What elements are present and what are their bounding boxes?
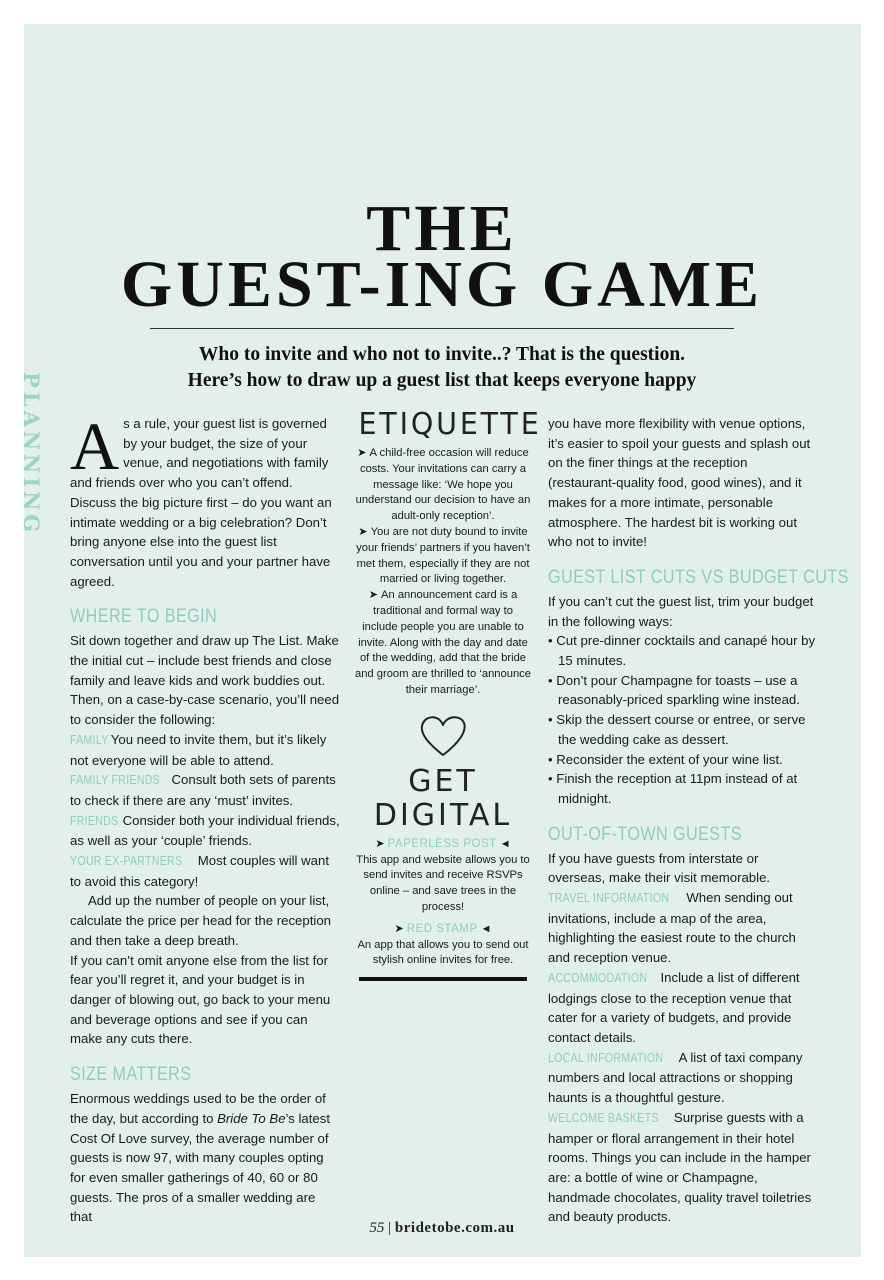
- etiquette-tip-3-text: An announcement card is a traditional and formal way to include people you are unable to invite. Along with the day and date of the wedding, add that the bride and groom are thrilled to ‘announce their marriage’.: [354, 589, 531, 696]
- arrow-left-icon: ◄: [496, 837, 511, 850]
- accommodation-keyword: ACCOMMODATION: [548, 970, 648, 985]
- red-stamp-text: An app that allows you to send out stylish online invites for free.: [357, 938, 529, 967]
- local-info-text: A list of taxi company numbers and local attractions or shopping haunts is a thoughtful gesture.: [548, 1049, 803, 1106]
- local-info-keyword: LOCAL INFORMATION: [548, 1050, 664, 1065]
- accommodation-item: [548, 968, 818, 1048]
- heading-size-matters: SIZE MATTERS: [70, 1064, 192, 1086]
- travel-info-item: [548, 888, 818, 968]
- standfirst-line-2: Here’s how to draw up a guest list that keeps everyone happy: [187, 370, 697, 391]
- ex-partners-text: Most couples will want to avoid this category!: [70, 853, 329, 889]
- welcome-baskets-keyword: WELCOME BASKETS: [548, 1110, 659, 1125]
- get-digital-heading: [354, 765, 532, 833]
- footer-website[interactable]: bridetobe.com.au: [394, 1220, 515, 1236]
- local-info-item: [548, 1048, 818, 1108]
- heart-icon: [417, 713, 469, 759]
- list-item-text: Finish the reception at 11pm instead of at midnight.: [556, 771, 798, 806]
- page-footer: [0, 1220, 884, 1237]
- sidebar-bottom-rule: [359, 977, 527, 981]
- friends-item: [70, 811, 340, 851]
- list-item-text: Cut pre-dinner cocktails and canapé hour by 15 minutes.: [556, 633, 816, 669]
- family-friends-item: [70, 770, 340, 810]
- heading-guest-list-cuts: GUEST LIST CUTS VS BUDGET CUTS: [548, 566, 849, 588]
- heading-out-of-town: OUT-OF-TOWN GUESTS: [548, 823, 742, 845]
- standfirst: [0, 342, 884, 394]
- magazine-name: Bride To Be: [217, 1110, 286, 1126]
- family-text: You need to invite them, but it’s likely not everyone will be able to attend.: [70, 731, 327, 768]
- heading-where-to-begin: WHERE TO BEGIN: [70, 606, 218, 628]
- family-friends-keyword: FAMILY FRIENDS: [70, 773, 160, 788]
- list-item-text: Reconsider the extent of your wine list.: [556, 751, 783, 767]
- etiquette-tip-2-text: You are not duty bound to invite your friends’ partners if you haven’t met them, especially if they are not married or living together.: [356, 525, 530, 586]
- continuation-paragraph: you have more flexibility with venue options, it’s easier to spoil your guests and splash out on the finer things at the reception (restaurant-quality food, good wines), and it makes for a more intimate, personable atmosphere. The hardest bit is working out who not to invite!: [548, 416, 811, 550]
- etiquette-tip-3: [354, 588, 532, 699]
- omit-paragraph: If you can’t omit anyone else from the list for fear you’ll regret it, and your budget is in danger of blowing out, go back to your menu and beverage options and see if you can make any cuts there.: [70, 952, 331, 1047]
- family-friends-text: Consult both sets of parents to check if there are any ‘must’ invites.: [70, 772, 336, 808]
- arrow-left-icon: ◄: [477, 922, 492, 935]
- etiquette-tip-2: [354, 525, 532, 588]
- standfirst-line-1: Who to invite and who not to invite..? That is the question.: [198, 344, 686, 365]
- etiquette-tip-1-text: A child-free occasion will reduce costs. Your invitations can carry a message like: ‘We hope you understand our decision to have an adult-only reception’.: [355, 447, 531, 523]
- travel-info-text: When sending out invitations, include a map of the area, highlighting the easiest route to the church and reception venue.: [548, 890, 796, 966]
- size-text-a: Enormous weddings used to be the order of the day, but according to: [70, 1091, 326, 1126]
- welcome-baskets-text: Surprise guests with a hamper or floral arrangement in their hotel rooms. Things you can include in the hamper are: a bottle of wine or Champagne, handmade chocolates, quality travel toiletries and beauty products.: [548, 1109, 812, 1225]
- size-text-b: ’s latest Cost Of Love survey, the average number of guests is now 97, with many couples opting for even smaller gatherings of 40, 60 or 80 guests. The pros of a smaller wedding are that: [70, 1110, 331, 1225]
- list-item: • Reconsider the extent of your wine list.: [548, 751, 783, 767]
- footer-separator: |: [388, 1220, 392, 1236]
- column-left: [70, 408, 340, 1227]
- column-right: [548, 414, 849, 1227]
- out-of-town-intro: If you have guests from interstate or overseas, make their visit memorable.: [548, 850, 771, 886]
- where-body: Sit down together and draw up The List. Make the initial cut – include best friends and close family and leave kids and work buddies out. Then, on a case-by-case scenario, you’ll need to consider the following:: [70, 633, 340, 728]
- etiquette-tip-1: [354, 446, 532, 525]
- section-label: PLANNING: [19, 372, 44, 537]
- add-up-paragraph: Add up the number of people on your list, calculate the price per head for the reception and then take a deep breath.: [70, 893, 331, 948]
- list-item: • Cut pre-dinner cocktails and canapé hour by 15 minutes.: [548, 633, 816, 669]
- family-item: [70, 730, 340, 770]
- intro-paragraph: [70, 408, 340, 591]
- get-word: GET: [408, 763, 478, 799]
- budget-cuts-list: [548, 631, 818, 808]
- friends-text: Consider both your individual friends, as well as your ‘couple’ friends.: [70, 812, 340, 849]
- list-item: • Skip the dessert course or entree, or serve the wedding cake as dessert.: [548, 712, 806, 747]
- list-item: • Don’t pour Champagne for toasts – use a reasonably-priced sparkling wine instead.: [548, 672, 800, 708]
- title-line-2: GUEST-ING GAME: [120, 248, 764, 321]
- intro-text: s a rule, your guest list is governed by your budget, the size of your venue, and negotiations with family and friends over who you can’t offend. Discuss the big picture first – do you want an intimate wedding or a big celebration? Don’t bring anyone else into the guest list conversation until you and your partner have agreed.: [70, 416, 332, 589]
- cuts-intro: If you can’t cut the guest list, trim your budget in the following ways:: [548, 593, 814, 629]
- red-stamp-heading: [354, 922, 532, 938]
- page-number: 55: [369, 1220, 385, 1236]
- welcome-baskets-item: [548, 1108, 818, 1227]
- drop-cap: A: [70, 408, 120, 484]
- arrow-right-icon: ➤: [394, 922, 407, 935]
- list-item: • Finish the reception at 11pm instead of at midnight.: [548, 771, 798, 806]
- friends-keyword: FRIENDS: [70, 813, 119, 828]
- list-item-text: Don’t pour Champagne for toasts – use a reasonably-priced sparkling wine instead.: [556, 672, 800, 708]
- etiquette-heading: ETIQUETTE: [358, 407, 542, 442]
- red-stamp-keyword: RED STAMP: [406, 922, 478, 935]
- title-rule: [150, 328, 734, 329]
- title-line-1: THE: [366, 192, 518, 265]
- paperless-post-text: This app and website allows you to send invites and receive RSVPs online – and save trees in the process!: [356, 853, 530, 913]
- arrow-right-icon: ➤: [368, 589, 382, 602]
- ex-partners-item: [70, 851, 340, 891]
- family-keyword: FAMILY: [70, 732, 109, 747]
- arrow-right-icon: ➤: [358, 525, 371, 538]
- arrow-right-icon: ➤: [375, 837, 388, 850]
- list-item-text: Skip the dessert course or entree, or serve the wedding cake as dessert.: [556, 712, 806, 747]
- paperless-post-keyword: PAPERLESS POST: [387, 837, 497, 850]
- ex-partners-keyword: YOUR EX-PARTNERS: [70, 854, 183, 869]
- travel-info-keyword: TRAVEL INFORMATION: [548, 891, 670, 906]
- etiquette-sidebar: [354, 407, 542, 981]
- accommodation-text: Include a list of different lodgings close to the reception venue that cater for a variety of budgets, and provide contact details.: [548, 969, 800, 1045]
- size-paragraph: [70, 1089, 340, 1227]
- arrow-right-icon: ➤: [357, 447, 370, 459]
- paperless-post-heading: [354, 837, 532, 853]
- digital-word: DIGITAL: [373, 797, 513, 833]
